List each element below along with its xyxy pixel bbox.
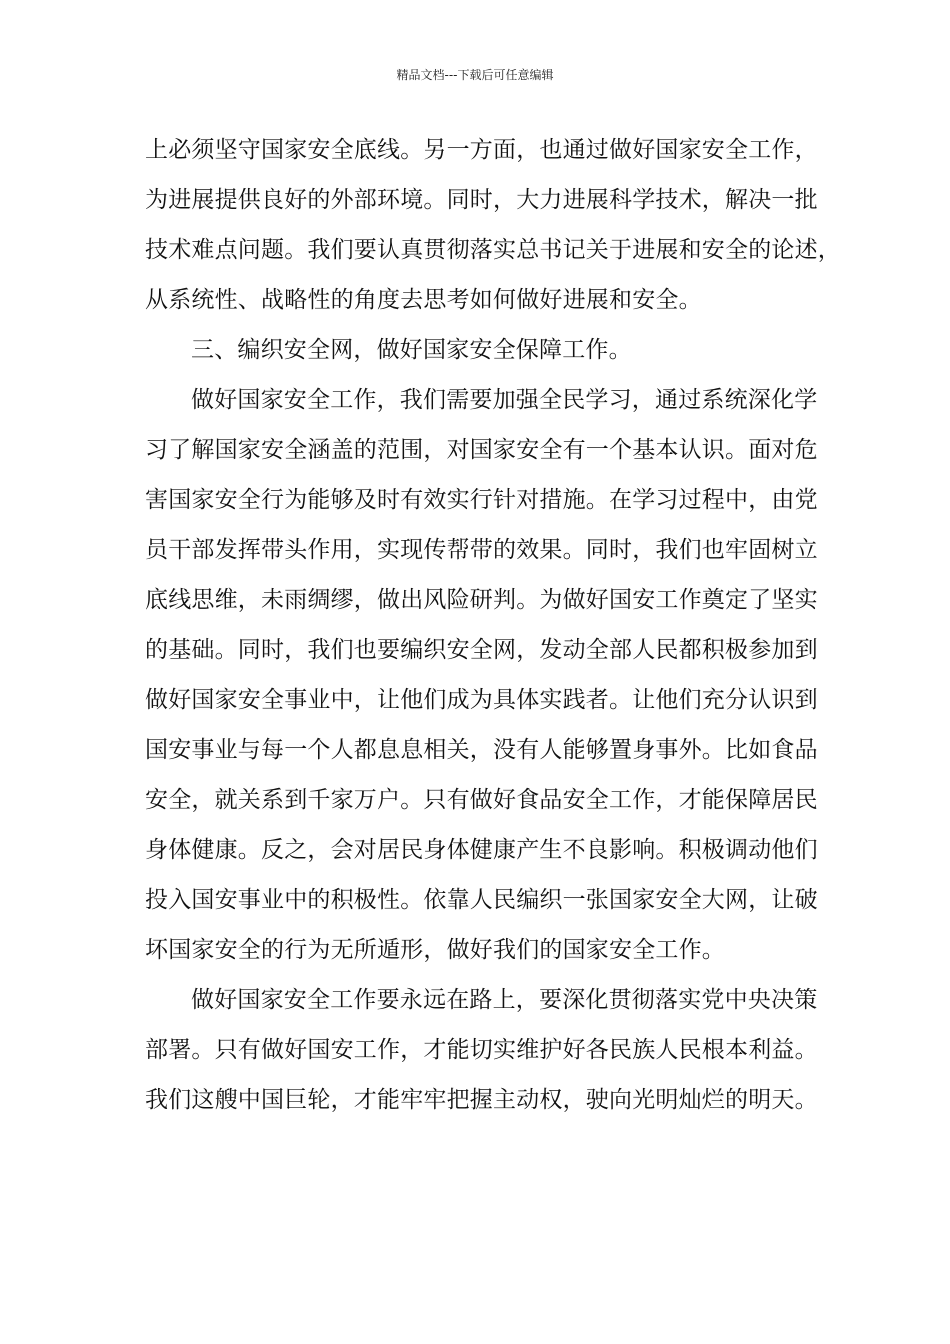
body-line: 为进展提供良好的外部环境。同时，大力进展科学技术，解决一批 [145,187,818,213]
paragraph-first-line: 做好国家安全工作要永远在路上，要深化贯彻落实党中央决策 [191,987,818,1013]
section-heading: 三、编织安全网，做好国家安全保障工作。 [191,337,632,363]
body-line: 我们这艘中国巨轮，才能牢牢把握主动权，驶向光明灿烂的明天。 [145,1087,818,1113]
body-line: 安全，就关系到千家万户。只有做好食品安全工作，才能保障居民 [145,787,818,813]
body-line: 部署。只有做好国安工作，才能切实维护好各民族人民根本利益。 [145,1037,818,1063]
body-line: 习了解国家安全涵盖的范围，对国家安全有一个基本认识。面对危 [145,437,818,463]
body-line: 的基础。同时，我们也要编织安全网，发动全部人民都积极参加到 [145,637,818,663]
paragraph-first-line: 做好国家安全工作，我们需要加强全民学习，通过系统深化学 [191,387,818,413]
body-line: 底线思维，未雨绸缪，做出风险研判。为做好国安工作奠定了坚实 [145,587,818,613]
page-header: 精品文档---下载后可任意编辑 [396,68,554,82]
body-line: 员干部发挥带头作用，实现传帮带的效果。同时，我们也牢固树立 [145,537,818,563]
body-line: 技术难点问题。我们要认真贯彻落实总书记关于进展和安全的论述， [145,237,841,263]
body-line: 做好国家安全事业中，让他们成为具体实践者。让他们充分认识到 [145,687,818,713]
body-line: 坏国家安全的行为无所遁形，做好我们的国家安全工作。 [145,937,725,963]
body-line: 投入国安事业中的积极性。依靠人民编织一张国家安全大网，让破 [145,887,818,913]
body-line: 从系统性、战略性的角度去思考如何做好进展和安全。 [145,287,702,313]
body-line: 身体健康。反之，会对居民身体健康产生不良影响。积极调动他们 [145,837,818,863]
body-line: 上必须坚守国家安全底线。另一方面，也通过做好国家安全工作， [145,137,818,163]
body-line: 害国家安全行为能够及时有效实行针对措施。在学习过程中，由党 [145,487,818,513]
body-line: 国安事业与每一个人都息息相关，没有人能够置身事外。比如食品 [145,737,818,763]
